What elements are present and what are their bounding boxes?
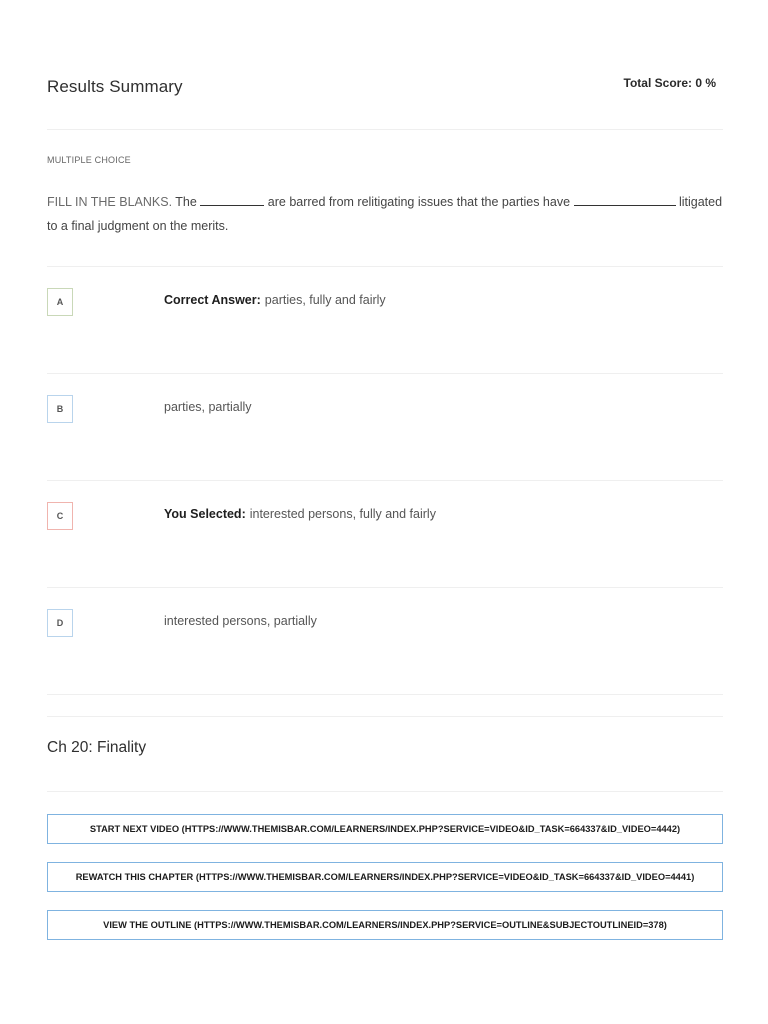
choice-letter-c: C — [47, 502, 73, 530]
blank-2 — [574, 195, 676, 206]
divider — [47, 694, 723, 695]
question-type-label: MULTIPLE CHOICE — [47, 155, 131, 165]
choice-letter-b: B — [47, 395, 73, 423]
divider — [47, 129, 723, 130]
choice-a-answer: parties, fully and fairly — [264, 293, 386, 307]
question-part-1: The — [172, 195, 201, 209]
question-lead: FILL IN THE BLANKS. — [47, 195, 173, 209]
choice-text-d — [164, 614, 317, 628]
rewatch-chapter-button[interactable]: REWATCH THIS CHAPTER (HTTPS://WWW.THEMISBAR.COM/LEARNERS/INDEX.PHP?SERVICE=VIDEO&ID_TASK=664337&ID_VIDEO=4441) — [47, 862, 723, 892]
divider — [47, 266, 723, 267]
choice-letter-d: D — [47, 609, 73, 637]
blank-1 — [200, 195, 264, 206]
divider — [47, 373, 723, 374]
choice-c — [47, 502, 723, 609]
total-score: Total Score: 0 % — [623, 76, 716, 90]
choice-c-answer: interested persons, fully and fairly — [249, 507, 436, 521]
page-title: Results Summary — [47, 77, 183, 96]
view-outline-button[interactable]: VIEW THE OUTLINE (HTTPS://WWW.THEMISBAR.COM/LEARNERS/INDEX.PHP?SERVICE=OUTLINE&SUBJECTOUTLINEID=378) — [47, 910, 723, 940]
divider — [47, 716, 723, 717]
choice-b — [47, 395, 723, 502]
question-part-3: litigated to a final judgment on the merits. — [47, 195, 723, 233]
start-next-video-button[interactable]: START NEXT VIDEO (HTTPS://WWW.THEMISBAR.COM/LEARNERS/INDEX.PHP?SERVICE=VIDEO&ID_TASK=664337&ID_VIDEO=4442) — [47, 814, 723, 844]
choice-a — [47, 288, 723, 395]
you-selected-label: You Selected: — [164, 507, 246, 521]
choice-d-answer: interested persons, partially — [164, 614, 317, 628]
divider — [47, 587, 723, 588]
choice-d — [47, 609, 723, 716]
choice-letter-a: A — [47, 288, 73, 316]
correct-answer-label: Correct Answer: — [164, 293, 261, 307]
chapter-title: Ch 20: Finality — [47, 739, 147, 756]
choice-b-answer: parties, partially — [164, 400, 252, 414]
choice-text-c — [164, 507, 436, 521]
choice-text-b — [164, 400, 252, 414]
divider — [47, 480, 723, 481]
question-text — [47, 190, 723, 238]
divider — [47, 791, 723, 792]
choice-text-a — [164, 293, 386, 307]
question-part-2: are barred from relitigating issues that the parties have — [264, 195, 574, 209]
